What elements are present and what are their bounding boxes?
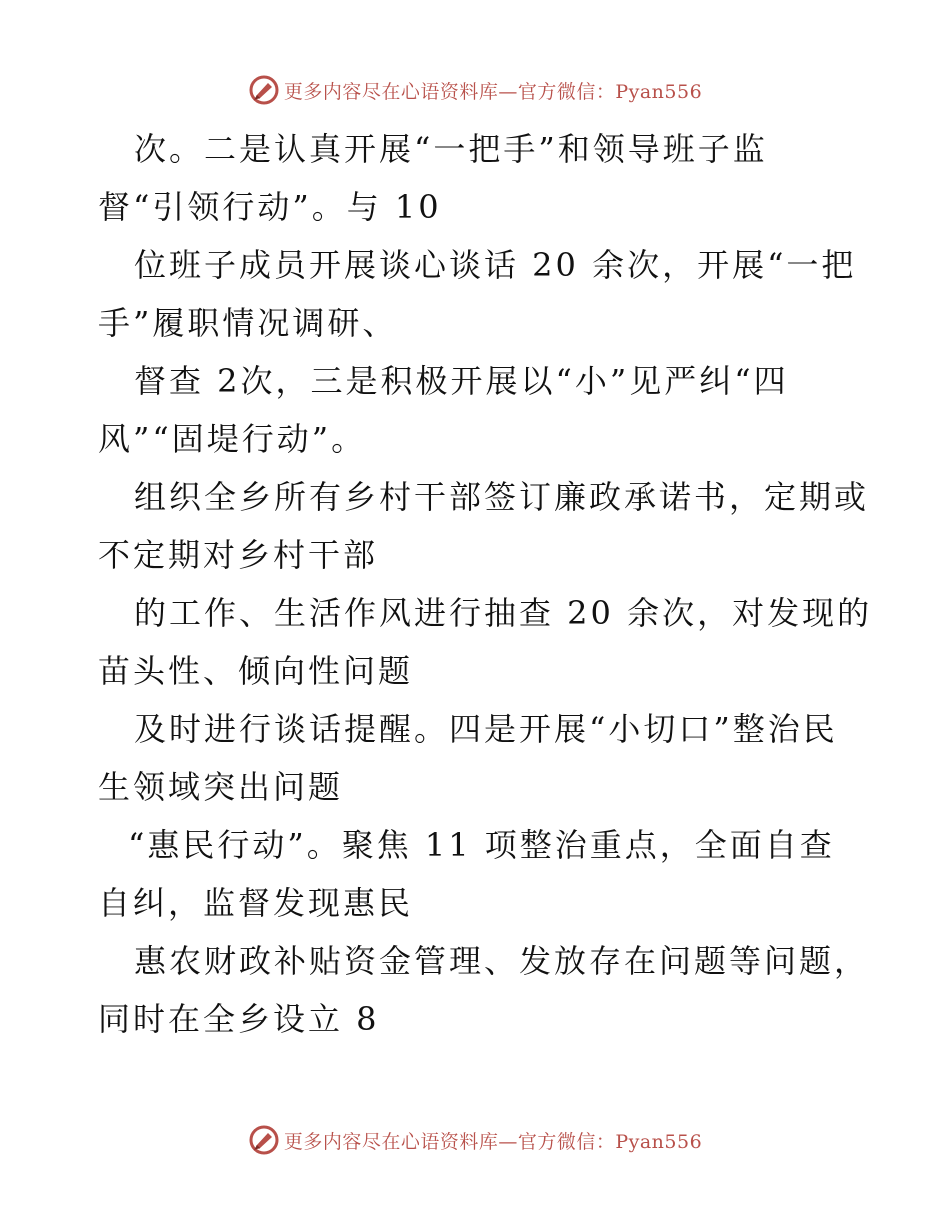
body-line: 同时在全乡设立 8	[98, 1000, 380, 1038]
document-body	[98, 120, 873, 1048]
header-account: Pyan556	[615, 80, 703, 103]
body-line: 组织全乡所有乡村干部签订廉政承诺书，定期或	[134, 478, 870, 516]
footer-banner	[0, 1120, 950, 1160]
body-line: 位班子成员开展谈心谈话 20 余次，开展“一把	[134, 246, 857, 284]
ink-pen-logo-icon	[248, 74, 280, 106]
body-line: 督“引领行动”。与 10	[98, 188, 442, 226]
body-line: 苗头性、倾向性问题	[98, 652, 414, 690]
body-line: 风”“固堤行动”。	[98, 420, 367, 458]
header-banner	[0, 70, 950, 110]
footer-account: Pyan556	[615, 1130, 703, 1153]
header-text: 更多内容尽在心语资料库—官方微信：Pyan556	[283, 80, 703, 103]
body-line: 及时进行谈话提醒。四是开展“小切口”整治民	[134, 710, 838, 748]
body-line: 惠农财政补贴资金管理、发放存在问题等问题，	[134, 942, 870, 980]
body-line: 次。二是认真开展“一把手”和领导班子监	[134, 130, 768, 168]
body-line: 自纠，监督发现惠民	[98, 884, 414, 922]
body-line: 的工作、生活作风进行抽查 20 余次，对发现的	[134, 594, 873, 632]
footer-text: 更多内容尽在心语资料库—官方微信：Pyan556	[283, 1130, 703, 1153]
body-line: 生领域突出问题	[98, 768, 344, 806]
body-line: 手”履职情况调研、	[98, 304, 398, 342]
body-line: “惠民行动”。聚焦 11 项整治重点，全面自查	[128, 826, 835, 864]
ink-pen-logo-icon	[248, 1124, 280, 1156]
body-line: 不定期对乡村干部	[98, 536, 379, 574]
body-line: 督查 2次，三是积极开展以“小”见严纠“四	[134, 362, 789, 400]
